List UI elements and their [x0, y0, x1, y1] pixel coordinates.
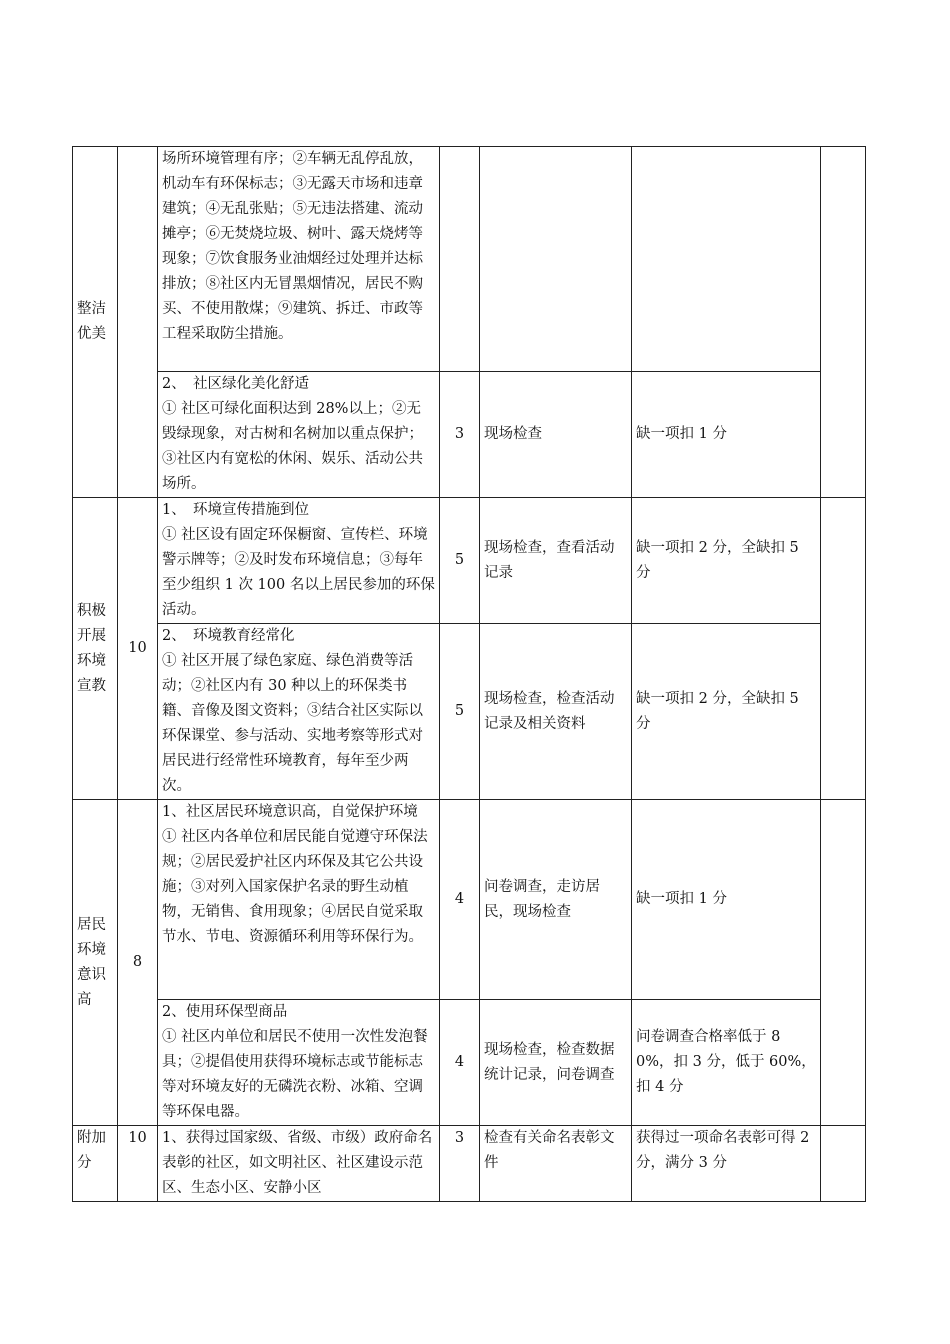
rule-text: 缺一项扣 1 分	[636, 426, 727, 442]
content-cell	[158, 1000, 440, 1126]
total-cell	[118, 147, 158, 498]
remark-cell	[821, 498, 866, 800]
content-text: 1、获得过国家级、省级、市级）政府命名表彰的社区，如文明社区、社区建设示范区、生态小区、安静小区	[162, 1130, 433, 1196]
score-cell	[440, 498, 480, 624]
content-cell	[158, 1126, 440, 1202]
method-text: 检查有关命名表彰文件	[484, 1130, 615, 1171]
content-title: 1、社区居民环境意识高，自觉保护环境	[162, 804, 418, 820]
table-row	[73, 624, 866, 800]
content-title: 2、 环境教育经常化	[162, 628, 295, 644]
category-cell	[73, 800, 118, 1126]
score-cell	[440, 372, 480, 498]
rule-text: 获得过一项命名表彰可得 2 分，满分 3 分	[636, 1130, 810, 1171]
total-cell	[118, 1126, 158, 1202]
table-row	[73, 372, 866, 498]
method-text: 问卷调查，走访居民，现场检查	[484, 878, 600, 920]
content-text: ① 社区内各单位和居民能自觉遵守环保法规；②居民爱护社区内环保及其它公共设施；③对列入国家保护名录的野生动植物，无销售、食用现象；④居民自觉采取节水、节电、资源循环利用等环保行为。	[162, 829, 428, 945]
total-value: 8	[132, 954, 143, 970]
total-cell	[118, 498, 158, 800]
score-value: 3	[454, 1130, 465, 1146]
remark-cell	[821, 147, 866, 498]
evaluation-table	[72, 146, 866, 1202]
method-cell	[480, 498, 632, 624]
table-row	[73, 1126, 866, 1202]
table-row	[73, 1000, 866, 1126]
content-text: ① 社区内单位和居民不使用一次性发泡餐具；②提倡使用获得环境标志或节能标志等对环境友好的无磷洗衣粉、冰箱、空调等环保电器。	[162, 1029, 428, 1120]
score-value: 3	[454, 426, 465, 442]
content-cell	[158, 624, 440, 800]
rule-cell	[632, 372, 821, 498]
content-cell	[158, 498, 440, 624]
rule-text: 缺一项扣 1 分	[636, 891, 727, 907]
content-title: 2、 社区绿化美化舒适	[162, 376, 309, 392]
score-value: 4	[454, 1054, 465, 1070]
content-text: ① 社区开展了绿色家庭、绿色消费等活动；②社区内有 30 种以上的环保类书籍、音像及图文资料；③结合社区实际以环保课堂、参与活动、实地考察等形式对居民进行经常性环境教育，每年至少两次。	[162, 653, 423, 794]
method-text: 现场检查，检查数据统计记录，问卷调查	[484, 1041, 615, 1083]
category-label: 整洁 优美	[77, 301, 106, 342]
method-text: 现场检查，检查活动记录及相关资料	[484, 690, 615, 732]
content-cell	[158, 800, 440, 1000]
method-cell	[480, 624, 632, 800]
remark-cell	[821, 1126, 866, 1202]
method-cell	[480, 147, 632, 372]
rule-text: 缺一项扣 2 分，全缺扣 5 分	[636, 539, 799, 581]
category-label: 附加 分	[77, 1130, 106, 1171]
content-title: 1、 环境宣传措施到位	[162, 502, 309, 518]
remark-cell	[821, 800, 866, 1126]
content-text: ① 社区可绿化面积达到 28%以上；②无毁绿现象，对古树和名树加以重点保护；③社区内有宽松的休闲、娱乐、活动公共场所。	[162, 401, 423, 492]
content-title: 2、使用环保型商品	[162, 1004, 288, 1020]
content-cell	[158, 147, 440, 372]
rule-cell	[632, 1000, 821, 1126]
total-cell	[118, 800, 158, 1126]
total-value: 10	[128, 640, 147, 656]
content-cell	[158, 372, 440, 498]
rule-cell	[632, 147, 821, 372]
rule-cell	[632, 498, 821, 624]
rule-cell	[632, 800, 821, 1000]
method-cell	[480, 1000, 632, 1126]
rule-text: 缺一项扣 2 分，全缺扣 5 分	[636, 690, 799, 732]
method-text: 现场检查，查看活动记录	[484, 539, 615, 581]
content-text: 场所环境管理有序；②车辆无乱停乱放，机动车有环保标志；③无露天市场和违章建筑；④无乱张贴；⑤无违法搭建、流动摊亭；⑥无焚烧垃圾、树叶、露天烧烤等现象；⑦饮食服务业油烟经过处理并达标排放；⑧社区内无冒黑烟情况，居民不购买、不使用散煤；⑨建筑、拆迁、市政等工程采取防尘措施。	[162, 151, 423, 342]
score-cell	[440, 800, 480, 1000]
score-cell	[440, 147, 480, 372]
score-value: 5	[454, 552, 465, 568]
score-value: 4	[454, 891, 465, 907]
category-cell	[73, 147, 118, 498]
score-cell	[440, 1126, 480, 1202]
score-value: 5	[454, 703, 465, 719]
table-row	[73, 147, 866, 372]
content-text: ① 社区设有固定环保橱窗、宣传栏、环境警示牌等；②及时发布环境信息；③每年至少组织 1 次 100 名以上居民参加的环保活动。	[162, 527, 435, 618]
category-cell	[73, 1126, 118, 1202]
score-cell	[440, 624, 480, 800]
method-cell	[480, 1126, 632, 1202]
category-label: 居民 环境 意识 高	[77, 916, 106, 1008]
method-cell	[480, 372, 632, 498]
rule-text: 问卷调查合格率低于 80%，扣 3 分，低于 60%，扣 4 分	[636, 1029, 816, 1095]
total-value: 10	[128, 1130, 147, 1146]
rule-cell	[632, 1126, 821, 1202]
method-cell	[480, 800, 632, 1000]
method-text: 现场检查	[484, 426, 542, 442]
rule-cell	[632, 624, 821, 800]
category-cell	[73, 498, 118, 800]
score-cell	[440, 1000, 480, 1126]
category-label: 积极 开展 环境 宣教	[77, 602, 106, 694]
table-row	[73, 800, 866, 1000]
table-row	[73, 498, 866, 624]
